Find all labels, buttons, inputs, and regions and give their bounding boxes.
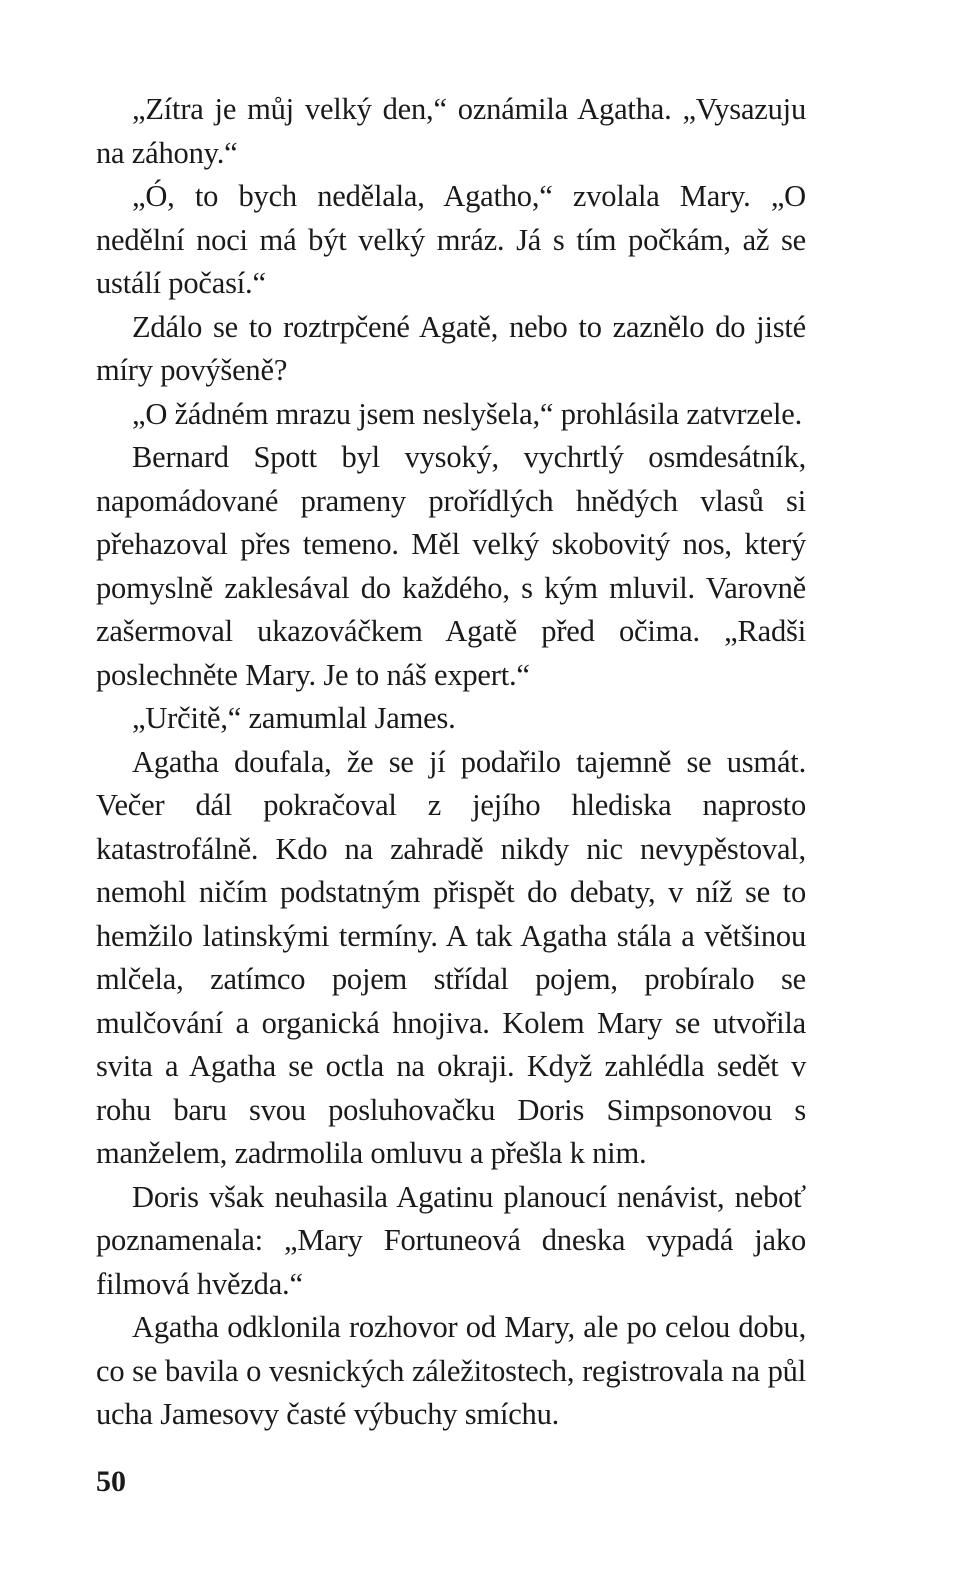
paragraph: „O žádném mrazu jsem neslyšela,“ prohlásila zatvrzele. [132, 396, 803, 431]
paragraph: Doris však neuhasila Agatinu planoucí nenávist, neboť poznamenala: „Mary Fortuneová dneska vypadá jako filmová hvězda.“ [96, 1179, 806, 1301]
paragraph: „Ó, to bych nedělala, Agatho,“ zvolala Mary. „O nedělní noci má být velký mráz. Já s tím počkám, až se ustálí počasí.“ [96, 179, 806, 300]
page-number: 50 [96, 1465, 126, 1498]
paragraph: Bernard Spott byl vysoký, vychrtlý osmdesátník, napomádované prameny prořídlých hnědých vlasů si přehazoval přes temeno. Měl velký skobovitý nos, který pomyslně zaklesával do každého, s kým mluvil. Varovně zašermoval ukazováčkem Agatě před očima. „Radši poslechněte Mary. Je to náš expert.“ [96, 440, 806, 692]
paragraph: Agatha doufala, že se jí podařilo tajemně se usmát. Večer dál pokračoval z jejího hlediska naprosto katastrofálně. Kdo na zahradě nikdy nic nevypěstoval, nemohl ničím podstatným přispět do debaty, v níž se to hemžilo latinskými termíny. A tak Agatha stála a většinou mlčela, zatímco pojem střídal pojem, probíralo se mulčování a organická hnojiva. Kolem Mary se utvořila svita a Agatha se octla na okraji. Když zahlédla sedět v rohu baru svou posluhovačku Doris Simpsonovou s manželem, zadrmolila omluvu a přešla k nim. [96, 744, 806, 1170]
body-text [96, 88, 806, 1437]
paragraph: „Zítra je můj velký den,“ oznámila Agatha. „Vysazuju na záhony.“ [96, 92, 806, 170]
paragraph: „Určitě,“ zamumlal James. [132, 701, 456, 735]
paragraph: Zdálo se to roztrpčené Agatě, nebo to zaznělo do jisté míry povýšeně? [96, 309, 806, 387]
paragraph: Agatha odklonila rozhovor od Mary, ale po celou dobu, co se bavila o vesnických záležitostech, registrovala na půl ucha Jamesovy časté výbuchy smíchu. [96, 1310, 806, 1431]
